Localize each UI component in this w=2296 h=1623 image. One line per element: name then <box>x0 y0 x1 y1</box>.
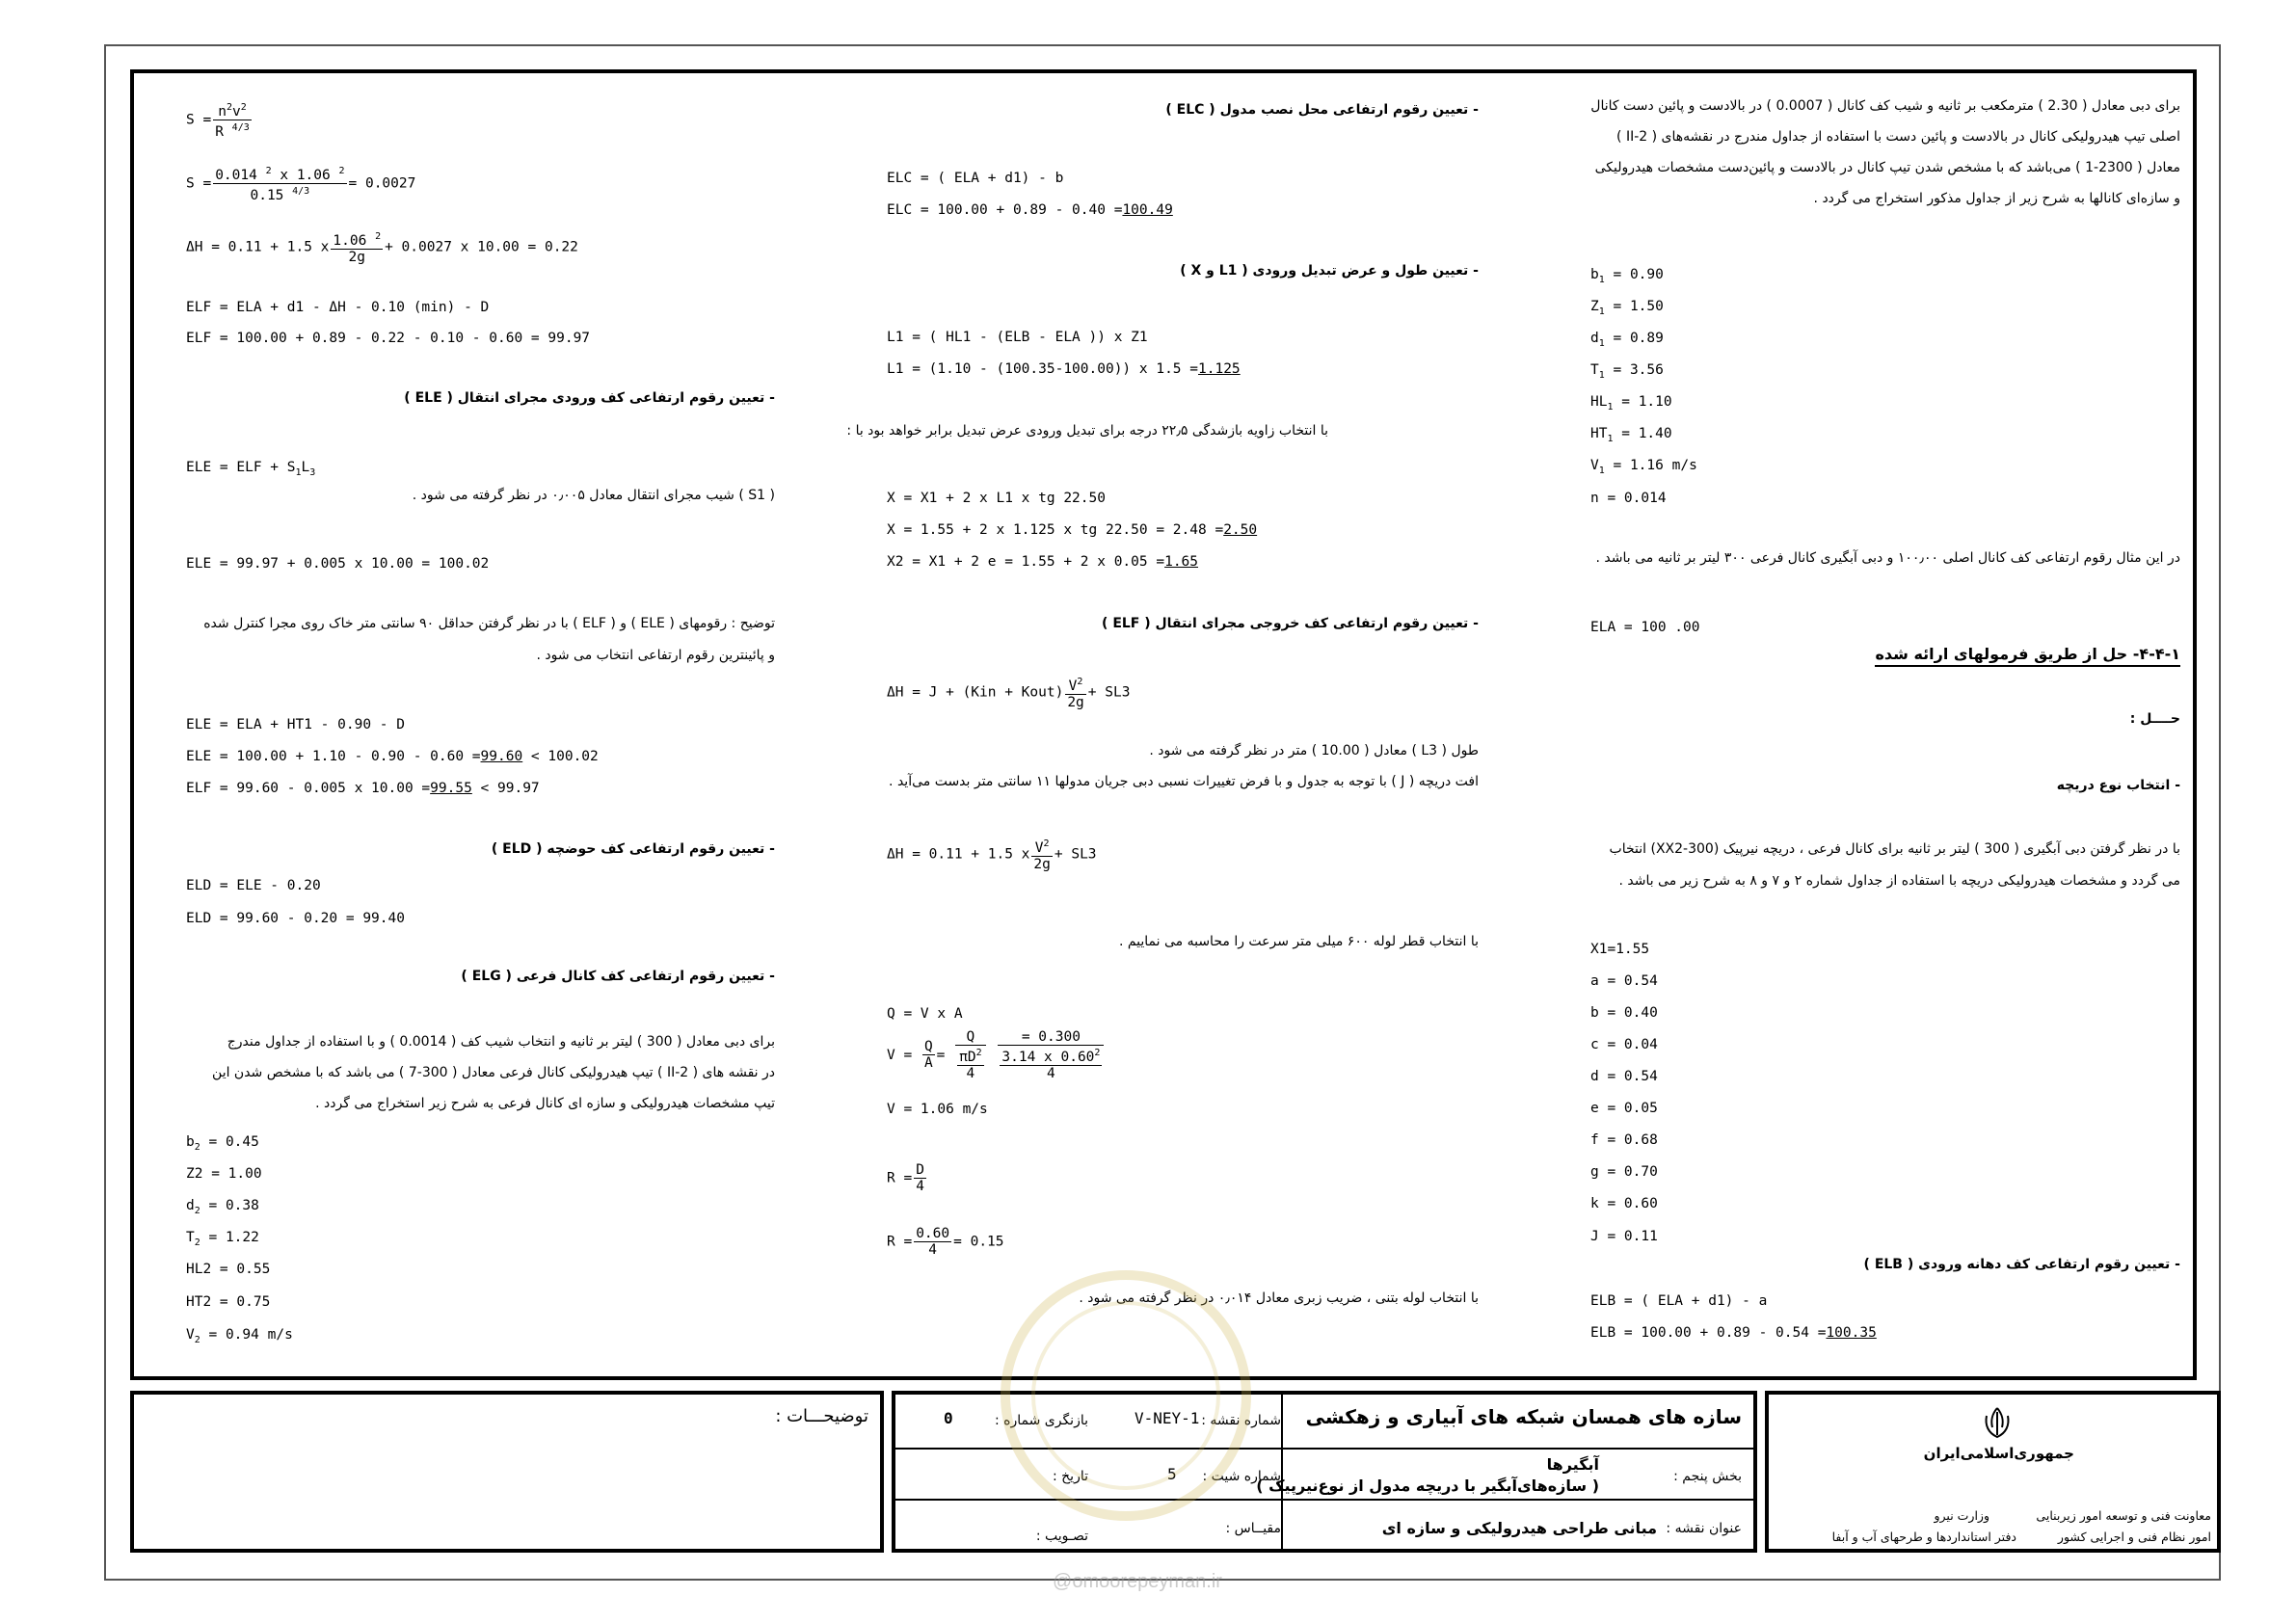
l1-formula: L1 = ( HL1 - (ELB - ELA )) x Z1 <box>887 330 1148 345</box>
slope-text: ( S1 ) شیب مجرای انتقال معادل ۰٫۰۰۵ در نظر گرفته می شود . <box>412 488 775 503</box>
notes-label: توضیحـــات : <box>775 1406 868 1426</box>
org-line: دفتر استانداردها و طرحهای آب و آبفا <box>1831 1530 2016 1544</box>
gate-heading: - انتخاب نوع دریچه <box>2056 778 2180 793</box>
elg-text: برای دبی معادل ( 300 ) لیتر بر ثانیه و انتخاب شیب کف ( 0.0014 ) و با استفاده از جداول مندرج <box>227 1034 775 1050</box>
param-n: n = 0.014 <box>1590 491 1667 506</box>
note-text: و پائینترین رقوم ارتفاعی انتخاب می شود . <box>536 648 775 663</box>
roughness-text: با انتخاب لوله بتنی ، ضریب زبری معادل ۰٫۰۱۴ در نظر گرفته می شود . <box>1079 1290 1479 1306</box>
param-d1: $d_1 = 0.89$ <box>1590 331 1664 349</box>
part-label: بخش پنجم : <box>1673 1469 1742 1484</box>
eld-heading: - تعیین رقوم ارتفاعی کف حوضچه ( ELD ) <box>491 841 775 857</box>
elc-heading: - تعیین رقوم ارتفاعی محل نصب مدول ( ELC ) <box>1165 102 1479 118</box>
ele-check-formula: ELE = ELA + HT1 - 0.90 - D <box>186 717 405 732</box>
gate-param: f = 0.68 <box>1590 1132 1658 1148</box>
length-text: طول ( L3 ) معادل ( 10.00 ) متر در نظر گرفته می شود . <box>1149 743 1479 758</box>
gate-param: k = 0.60 <box>1590 1196 1658 1211</box>
elc-formula: ELC = ( ELA + d1) - b <box>887 171 1064 186</box>
org-line: معاونت فنی و توسعه امور زیربنایی <box>2036 1508 2211 1523</box>
dh-result: ΔH = 0.11 + 1.5 x $\frac{1.06 ^2}{2g}$ + 0.0027 x 10.00 = 0.22 <box>186 231 578 265</box>
elb-heading: - تعیین رقوم ارتفاعی کف دهانه ورودی ( ELB ) <box>1863 1257 2180 1272</box>
sheet-number-label: شماره نقشه : <box>1201 1413 1281 1428</box>
drawing-title-label: عنوان نقشه : <box>1666 1521 1742 1536</box>
intro-line: معادل ( 2300-1 ) می‌باشد که با مشخص شدن تیپ کانال در بالادست و پائین‌دست مشخصات هیدرولیکی <box>1594 160 2180 175</box>
gate-text: می گردد و مشخصات هیدرولیکی دریچه با استفاده از جداول شماره ۲ و ۷ و ۸ به شرح زیر می باشد . <box>1618 873 2180 889</box>
ele-result: ELE = 99.97 + 0.005 x 10.00 = 100.02 <box>186 556 490 572</box>
param-t1: $T_1 = 3.56$ <box>1590 362 1664 381</box>
s-formula: S = $\frac{n^2v^2}{R ^{4/3}}$ <box>186 102 250 140</box>
x2-result: X2 = X1 + 2 e = 1.55 + 2 x 0.05 =1.65 <box>887 554 1199 570</box>
approve-label: تصـویب : <box>1035 1529 1088 1544</box>
sheet-number: V-NEY-1 <box>1135 1409 1200 1427</box>
intro-line: اصلی تیپ هیدرولیکی کانال در بالادست و پائین دست با استفاده از جداول مندرج در نقشه‌های ( II-2 ) <box>1616 129 2180 145</box>
elg-heading: - تعیین رقوم ارتفاعی کف کانال فرعی ( ELG ) <box>461 969 775 984</box>
gate-param: d = 0.54 <box>1590 1069 1658 1084</box>
elc-result: ELC = 100.00 + 0.89 - 0.40 =100.49 <box>887 202 1173 218</box>
org-title: جمهوری‌اسلامی‌ایران <box>1923 1445 2074 1462</box>
org-line: وزارت نیرو <box>1934 1508 1989 1523</box>
page-label: شماره شیت : <box>1202 1469 1281 1484</box>
param-hl1: $HL_1 = 1.10$ <box>1590 394 1672 412</box>
section-heading: ۴-۴-۱- حل از طریق فرمولهای ارائه شده <box>1875 646 2180 667</box>
param-b1: $b_1 = 0.90$ <box>1590 267 1664 285</box>
dh-formula: ΔH = J + (Kin + Kout) $\frac{V^2}{2g}$ + SL3 <box>887 677 1131 710</box>
elb-result: ELB = 100.00 + 0.89 - 0.54 =100.35 <box>1590 1325 1877 1341</box>
scale-label: مقیــاس : <box>1225 1521 1281 1536</box>
pipe-text: با انتخاب قطر لوله ۶۰۰ میلی متر سرعت را محاسبه می نماییم . <box>1118 934 1479 949</box>
organization-box <box>1765 1391 2221 1553</box>
part-subtitle: ( سازه‌های‌آبگیر با دریچه مدول از نوع‌نیرپیک ) <box>1256 1477 1599 1495</box>
intro-line: و سازه‌ای کانالها به شرح زیر از جداول مذکور استخراج می گردد . <box>1813 191 2180 206</box>
x-formula: X = X1 + 2 x L1 x tg 22.50 <box>887 491 1106 506</box>
x-result: X = 1.55 + 2 x 1.125 x tg 22.50 = 2.48 =2.50 <box>887 522 1258 538</box>
elg-text: تیپ مشخصات هیدرولیکی و سازه ای کانال فرعی به شرح زیر استخراج می گردد . <box>315 1096 775 1111</box>
ele-check-result: ELE = 100.00 + 1.10 - 0.90 - 0.60 =99.60 < 100.02 <box>186 749 599 764</box>
gate-param: b = 0.40 <box>1590 1005 1658 1021</box>
gate-param: X1=1.55 <box>1590 942 1650 957</box>
revision-label: بازنگری شماره : <box>994 1413 1088 1428</box>
note-text: توضیح : رقومهای ( ELE ) و ( ELF ) با در نظر گرفتن حداقل ۹۰ سانتی متر خاک روی مجرا کنترل شده <box>203 616 775 631</box>
param-v2: $V_2 = 0.94$ m/s <box>186 1327 293 1345</box>
date-label: تاریخ : <box>1052 1469 1088 1484</box>
elb-formula: ELB = ( ELA + d1) - a <box>1590 1293 1768 1309</box>
gate-param: e = 0.05 <box>1590 1101 1658 1116</box>
watermark-text: @omoorepeyman.ir <box>1053 1571 1222 1592</box>
ele-heading: - تعیین رقوم ارتفاعی کف ورودی مجرای انتقال ( ELE ) <box>404 390 775 406</box>
r-result: R = $\frac{0.60}{4}$ = 0.15 <box>887 1226 1004 1258</box>
gate-param: g = 0.70 <box>1590 1164 1658 1180</box>
part-title: آبگیرها <box>1546 1455 1599 1474</box>
eld-formula: ELD = ELE - 0.20 <box>186 878 321 893</box>
angle-text: با انتخاب زاویه بازشدگی ۲۲٫۵ درجه برای تبدیل ورودی عرض تبدیل برابر خواهد بود با : <box>846 423 1328 439</box>
v-formula: V = $\frac{Q}{A}$ = $\frac{Q}{\frac{\pi D^2}{4}}$ $\frac{= 0.300}{\frac{3.14 x 0.60^2}{4}}$ <box>887 1029 1106 1081</box>
gate-param: J = 0.11 <box>1590 1229 1658 1244</box>
param-ht2: HT2 = 0.75 <box>186 1294 271 1310</box>
org-line: امور نظام فنی و اجرایی کشور <box>2057 1530 2211 1544</box>
param-z1: $Z_1 = 1.50$ <box>1590 299 1664 317</box>
ela-value: ELA = 100 .00 <box>1590 620 1700 635</box>
param-ht1: $HT_1 = 1.40$ <box>1590 426 1672 444</box>
elf-heading: - تعیین رقوم ارتفاعی کف خروجی مجرای انتقال ( ELF ) <box>1102 616 1479 631</box>
drawing-title: مبانی طراحی هیدرولیکی و سازه ای <box>1381 1519 1657 1537</box>
iran-emblem-icon <box>1981 1406 2014 1441</box>
intro-line: برای دبی معادل ( 2.30 ) مترمکعب بر ثانیه و شیب کف کانال ( 0.0007 ) در بالادست و پائین دست کانال <box>1590 98 2180 114</box>
ele-formula: ELE = ELF + $S_1L_3$ <box>186 460 316 478</box>
main-title: سازه های همسان شبکه های آبیاری و زهکشی <box>1305 1405 1742 1428</box>
l1-heading: - تعیین طول و عرض تبدیل ورودی ( L1 و X ) <box>1180 263 1479 279</box>
loss-text: افت دریچه ( J ) با توجه به جدول و با فرض تغییرات نسبی دبی جریان مدولها ۱۱ سانتی متر بدست می‌آید . <box>889 774 1479 789</box>
revision-number: 0 <box>944 1409 953 1427</box>
elf-formula: ELF = ELA + d1 - ΔH - 0.10 (min) - D <box>186 300 490 315</box>
param-b2: $b_2 = 0.45$ <box>186 1134 259 1153</box>
elg-text: در نقشه های ( II-2 ) تیپ هیدرولیکی کانال فرعی معادل ( 300-7 ) می باشد که با مشخص شدن این <box>212 1065 775 1080</box>
elf-check-result: ELF = 99.60 - 0.005 x 10.00 =99.55 < 99.97 <box>186 781 540 796</box>
r-formula: R = $\frac{D}{4}$ <box>887 1162 924 1194</box>
gate-param: a = 0.54 <box>1590 973 1658 989</box>
param-hl2: HL2 = 0.55 <box>186 1262 271 1277</box>
notes-box <box>130 1391 884 1553</box>
param-d2: $d_2 = 0.38$ <box>186 1198 259 1216</box>
elf-result: ELF = 100.00 + 0.89 - 0.22 - 0.10 - 0.60 = 99.97 <box>186 331 591 346</box>
example-text: در این مثال رقوم ارتفاعی کف کانال اصلی ۱۰۰٫۰۰ و دبی آبگیری کانال فرعی ۳۰۰ لیتر بر ثانیه می باشد . <box>1595 550 2180 566</box>
gate-text: با در نظر گرفتن دبی آبگیری ( 300 ) لیتر بر ثانیه برای کانال فرعی ، دریچه نیرپیک (XX2-300) انتخاب <box>1609 841 2180 857</box>
param-t2: $T_2 = 1.22$ <box>186 1230 259 1248</box>
l1-result: L1 = (1.10 - (100.35-100.00)) x 1.5 =1.125 <box>887 361 1241 377</box>
velocity-result: V = 1.06 m/s <box>887 1102 988 1117</box>
dh-numeric: ΔH = 0.11 + 1.5 x $\frac{V^2}{2g}$ + SL3 <box>887 838 1097 872</box>
page-number: 5 <box>1167 1465 1177 1483</box>
param-z2: Z2 = 1.00 <box>186 1166 262 1182</box>
eld-result: ELD = 99.60 - 0.20 = 99.40 <box>186 911 405 926</box>
solution-label: حــــل : <box>2129 711 2180 727</box>
q-formula: Q = V x A <box>887 1006 963 1022</box>
param-v1: $V_1 = 1.16$ m/s <box>1590 458 1697 476</box>
s-result: S = $\frac{0.014 ^2 x 1.06 ^2}{0.15 ^{4/3}}$ = 0.0027 <box>186 166 416 203</box>
content-frame <box>130 69 2197 1380</box>
gate-param: c = 0.04 <box>1590 1037 1658 1052</box>
